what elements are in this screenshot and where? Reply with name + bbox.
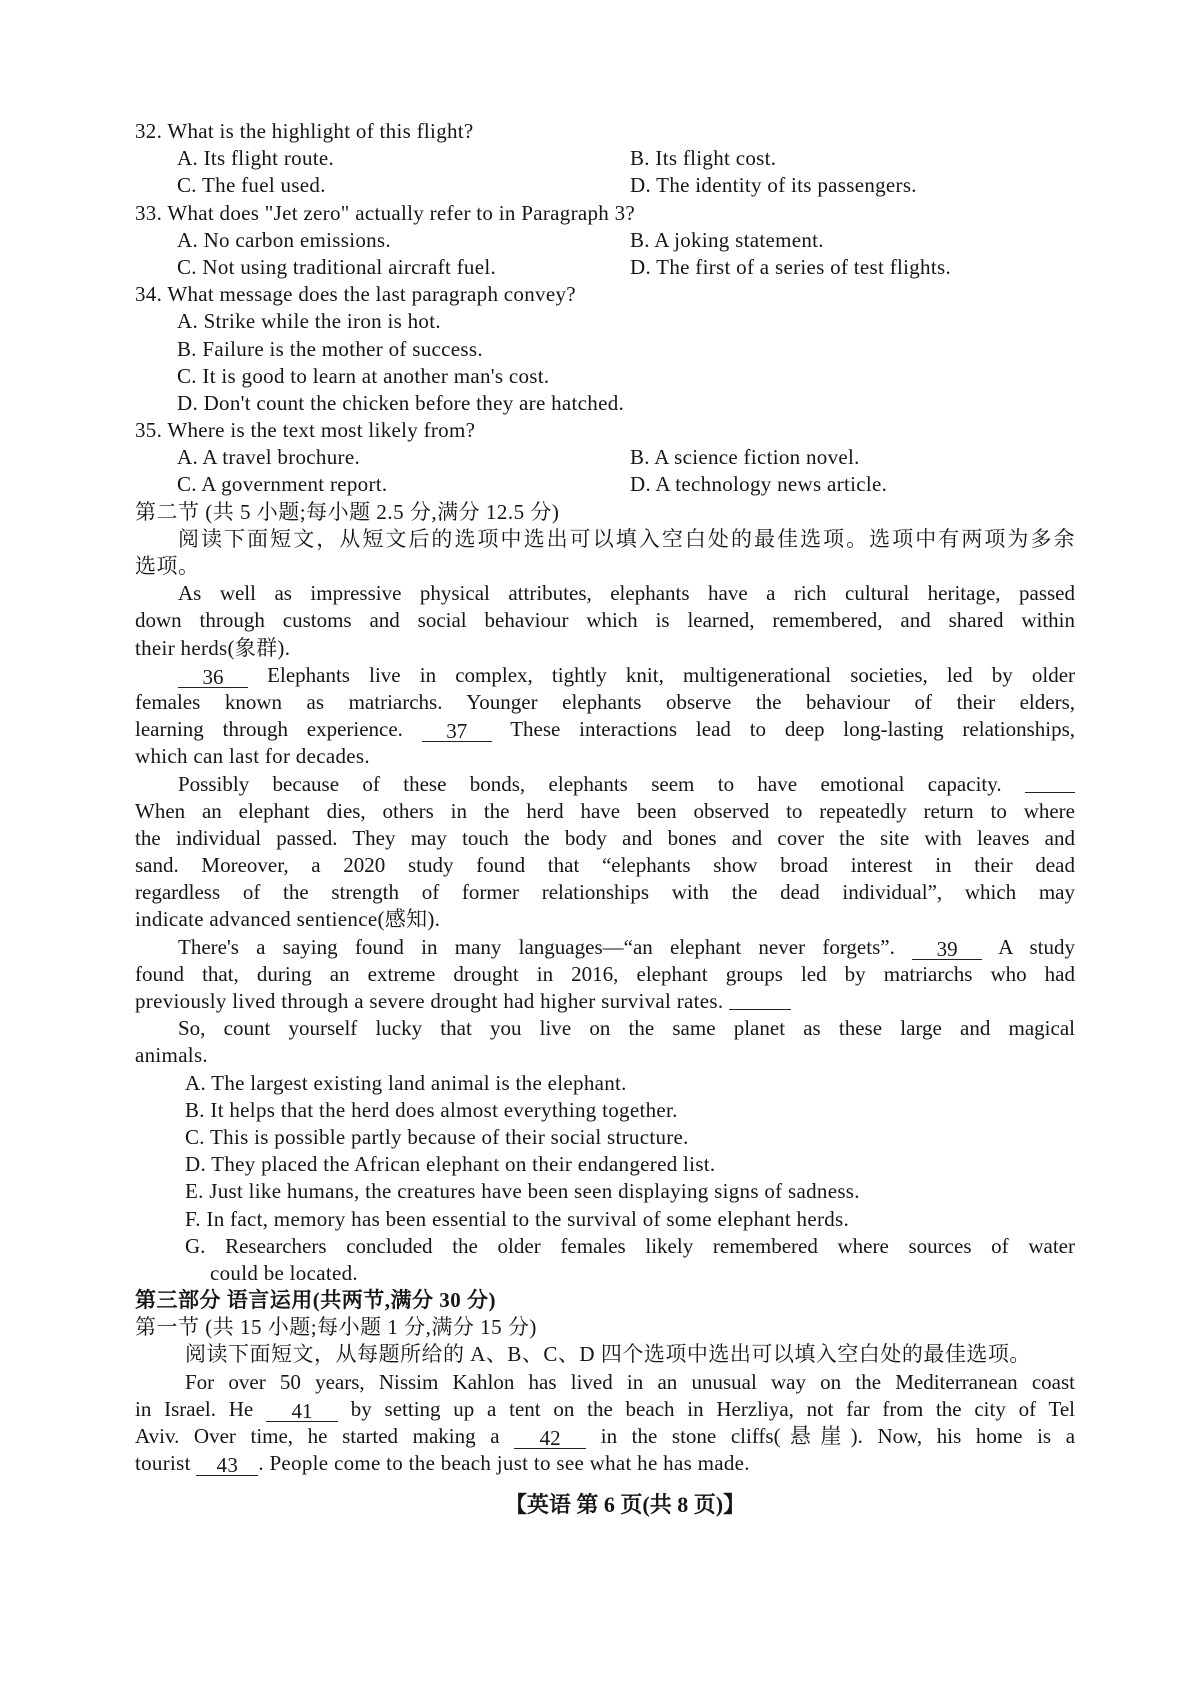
passage-p2-text-3b: These interactions lead to deep long-lasting relationships, xyxy=(510,717,1075,742)
choice-a: A. The largest existing land animal is the elephant. xyxy=(185,1070,627,1095)
choice-d: D. They placed the African elephant on their endangered list. xyxy=(185,1152,716,1177)
question-32-option-c: C. The fuel used. xyxy=(177,173,326,198)
question-34-option-row-a xyxy=(135,308,1075,335)
passage-p1-line-2: down through customs and social behaviour which is learned, remembered, and shared within xyxy=(135,608,1075,633)
section-two-heading: 第二节 (共 5 小题;每小题 2.5 分,满分 12.5 分) xyxy=(135,499,560,524)
passage-p3-line-6: indicate advanced sentience(感知). xyxy=(135,907,441,932)
passage-p5-line-2: animals. xyxy=(135,1043,208,1068)
question-35-option-c: C. A government report. xyxy=(177,472,388,497)
choice-g: G. Researchers concluded the older females likely remembered where sources of water xyxy=(185,1233,1075,1258)
question-34-option-row-b xyxy=(135,336,1075,363)
passage-p2-line-2: females known as matriarchs. Younger elephants observe the behaviour of their elders, xyxy=(135,689,1075,714)
choice-g-continued: could be located. xyxy=(210,1260,358,1285)
passage-p4-line-2: found that, during an extreme drought in 2016, elephant groups led by matriarchs who had xyxy=(135,961,1075,986)
question-34-option-row-c xyxy=(135,363,1075,390)
question-33-stem: 33. What does "Jet zero" actually refer to in Paragraph 3? xyxy=(135,200,636,225)
question-34-option-row-d xyxy=(135,390,1075,417)
question-33-option-a: A. No carbon emissions. xyxy=(177,227,391,252)
question-35-options-row-1 xyxy=(135,444,1075,471)
blank-38 xyxy=(1025,772,1075,793)
cloze-text-3a: Aviv. Over time, he started making a xyxy=(135,1424,500,1448)
section-two-instruction-line-2: 选项。 xyxy=(135,554,200,578)
cloze-line-2 xyxy=(135,1396,1075,1423)
page-content xyxy=(135,118,1075,1477)
choice-f: F. In fact, memory has been essential to the survival of some elephant herds. xyxy=(185,1206,850,1231)
passage-p1-line-3: their herds(象群). xyxy=(135,635,291,660)
question-35-stem: 35. Where is the text most likely from? xyxy=(135,418,476,443)
passage-p3-line-2: When an elephant dies, others in the herd have been observed to repeatedly return to where xyxy=(135,798,1075,823)
question-34-option-b: B. Failure is the mother of success. xyxy=(177,336,483,361)
question-33-options-row-1 xyxy=(135,227,1075,254)
question-32-option-d: D. The identity of its passengers. xyxy=(630,173,917,198)
blank-43: 43 xyxy=(196,1455,258,1476)
question-34-stem: 34. What message does the last paragraph convey? xyxy=(135,282,576,307)
cloze-text-4a: tourist xyxy=(135,1451,191,1476)
passage-p3-line-3: the individual passed. They may touch the body and bones and cover the site with leaves and xyxy=(135,825,1075,850)
cloze-text-3b: in the stone cliffs(悬崖). Now, his home is a xyxy=(600,1424,1075,1448)
choice-b: B. It helps that the herd does almost everything together. xyxy=(185,1097,678,1122)
cloze-line-3 xyxy=(135,1423,1075,1450)
question-32-options-row-2 xyxy=(135,172,1075,199)
passage-p3-line-5: regardless of the strength of former relationships with the dead individual”, which may xyxy=(135,880,1075,905)
choice-c: C. This is possible partly because of their social structure. xyxy=(185,1124,689,1149)
part-three-instruction: 阅读下面短文，从每题所给的 A、B、C、D 四个选项中选出可以填入空白处的最佳选项。 xyxy=(185,1342,1031,1367)
passage-p4-text-1a: There's a saying found in many languages—“an elephant never forgets”. xyxy=(178,934,895,959)
cloze-text-4b: . People come to the beach just to see what he has made. xyxy=(258,1451,750,1476)
passage-p2-line-1 xyxy=(135,662,1075,689)
cloze-text-2a: in Israel. He xyxy=(135,1396,254,1421)
passage-p4-line-3 xyxy=(135,988,1075,1015)
question-33-option-c: C. Not using traditional aircraft fuel. xyxy=(177,254,497,279)
cloze-line-4 xyxy=(135,1450,1075,1477)
question-32-options-row-1 xyxy=(135,145,1075,172)
passage-p4-text-3: previously lived through a severe drought had higher survival rates. xyxy=(135,989,724,1013)
question-34-option-d: D. Don't count the chicken before they are hatched. xyxy=(177,390,625,415)
cloze-line-1: For over 50 years, Nissim Kahlon has lived in an unusual way on the Mediterranean coast xyxy=(185,1369,1075,1394)
question-34-option-c: C. It is good to learn at another man's cost. xyxy=(177,363,550,388)
blank-40 xyxy=(729,989,791,1010)
question-32-stem: 32. What is the highlight of this flight? xyxy=(135,119,474,143)
question-34-option-a: A. Strike while the iron is hot. xyxy=(177,309,441,334)
question-35-option-d: D. A technology news article. xyxy=(630,472,888,497)
page-footer: 【英语 第 6 页(共 8 页)】 xyxy=(504,1492,746,1517)
blank-37: 37 xyxy=(422,721,492,742)
blank-41: 41 xyxy=(266,1401,338,1422)
section-two-instruction-line-1: 阅读下面短文，从短文后的选项中选出可以填入空白处的最佳选项。选项中有两项为多余 xyxy=(178,526,1075,551)
question-35-options-row-2 xyxy=(135,471,1075,498)
blank-42: 42 xyxy=(514,1428,586,1449)
question-33-options-row-2 xyxy=(135,254,1075,281)
passage-p2-line-3 xyxy=(135,716,1075,743)
question-35-option-b: B. A science fiction novel. xyxy=(630,445,860,470)
passage-p4-line-1 xyxy=(135,934,1075,961)
blank-36: 36 xyxy=(178,667,248,688)
question-35-option-a: A. A travel brochure. xyxy=(177,445,360,470)
part-three-section-heading: 第一节 (共 15 小题;每小题 1 分,满分 15 分) xyxy=(135,1315,537,1340)
passage-p1-line-1: As well as impressive physical attributes, elephants have a rich cultural heritage, passed xyxy=(178,581,1075,606)
passage-p3-line-4: sand. Moreover, a 2020 study found that “elephants show broad interest in their dead xyxy=(135,853,1075,878)
question-33-option-b: B. A joking statement. xyxy=(630,227,824,252)
part-three-heading: 第三部分 语言运用(共两节,满分 30 分) xyxy=(135,1288,496,1313)
choice-e: E. Just like humans, the creatures have been seen displaying signs of sadness. xyxy=(185,1179,860,1204)
passage-p3-text-1: Possibly because of these bonds, elephants seem to have emotional capacity. xyxy=(178,771,1002,796)
passage-p2-text-3a: learning through experience. xyxy=(135,717,403,742)
passage-p2-text-1: Elephants live in complex, tightly knit, multigenerational societies, led by older xyxy=(267,662,1075,687)
question-33-option-d: D. The first of a series of test flights. xyxy=(630,254,952,279)
passage-p4-text-1b: A study xyxy=(998,934,1075,959)
passage-p5-line-1: So, count yourself lucky that you live on the same planet as these large and magical xyxy=(178,1016,1075,1041)
passage-p2-line-4: which can last for decades. xyxy=(135,744,370,769)
blank-39: 39 xyxy=(912,939,982,960)
cloze-text-2b: by setting up a tent on the beach in Herzliya, not far from the city of Tel xyxy=(350,1396,1075,1421)
passage-p3-line-1 xyxy=(135,771,1075,798)
question-32-option-a: A. Its flight route. xyxy=(177,146,335,171)
question-32-option-b: B. Its flight cost. xyxy=(630,146,777,171)
